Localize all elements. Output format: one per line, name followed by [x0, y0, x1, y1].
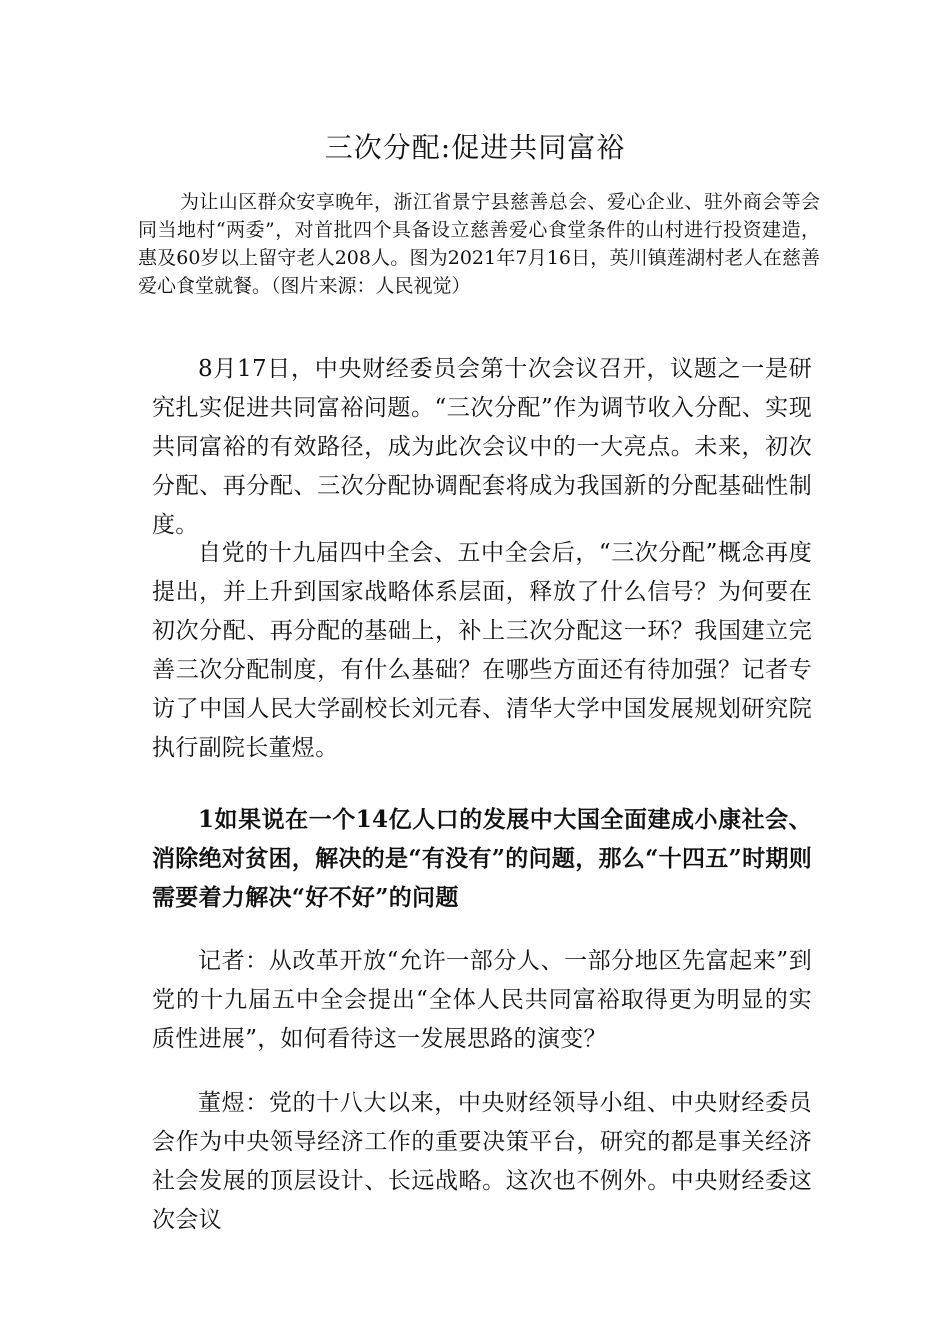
- paragraph-interview-question: 记者：从改革开放“允许一部分人、一部分地区先富起来”到党的十九届五中全会提出“全体人民共同富裕取得更为明显的实质性进展”，如何看待这一发展思路的演变？: [152, 948, 812, 1052]
- paragraph-1: 8月17日，中央财经委员会第十次会议召开，议题之一是研究扎实促进共同富裕问题。“三次分配”作为调节收入分配、实现共同富裕的有效路径，成为此次会议中的一大亮点。未来，初次分配、再分配、三次分配协调配套将成为我国新的分配基础性制度。: [152, 356, 812, 538]
- section-heading-1: 1如果说在一个14亿人口的发展中大国全面建成小康社会、消除绝对贫困，解决的是“有没有”的问题，那么“十四五”时期则需要着力解决“好不好”的问题: [152, 806, 812, 911]
- paragraph-2: 自党的十九届四中全会、五中全会后，“三次分配”概念再度提出，并上升到国家战略体系层面，释放了什么信号？为何要在初次分配、再分配的基础上，补上三次分配这一环？我国建立完善三次分配制度，有什么基础？在哪些方面还有待加强？记者专访了中国人民大学副校长刘元春、清华大学中国发展规划研究院执行副院长董煜。: [152, 540, 812, 761]
- paragraph-interview-answer: 董煜：党的十八大以来，中央财经领导小组、中央财经委员会作为中央领导经济工作的重要决策平台，研究的都是事关经济社会发展的顶层设计、长远战略。这次也不例外。中央财经委这次会议: [152, 1090, 812, 1233]
- image-caption: 为让山区群众安享晚年，浙江省景宁县慈善总会、爱心企业、驻外商会等会同当地村“两委”，对首批四个具备设立慈善爱心食堂条件的山村进行投资建造，惠及60岁以上留守老人208人。图为2021年7月16日，英川镇莲湖村老人在慈善爱心食堂就餐。（图片来源：人民视觉）: [138, 191, 820, 297]
- page-title: 三次分配:促进共同富裕: [324, 131, 626, 164]
